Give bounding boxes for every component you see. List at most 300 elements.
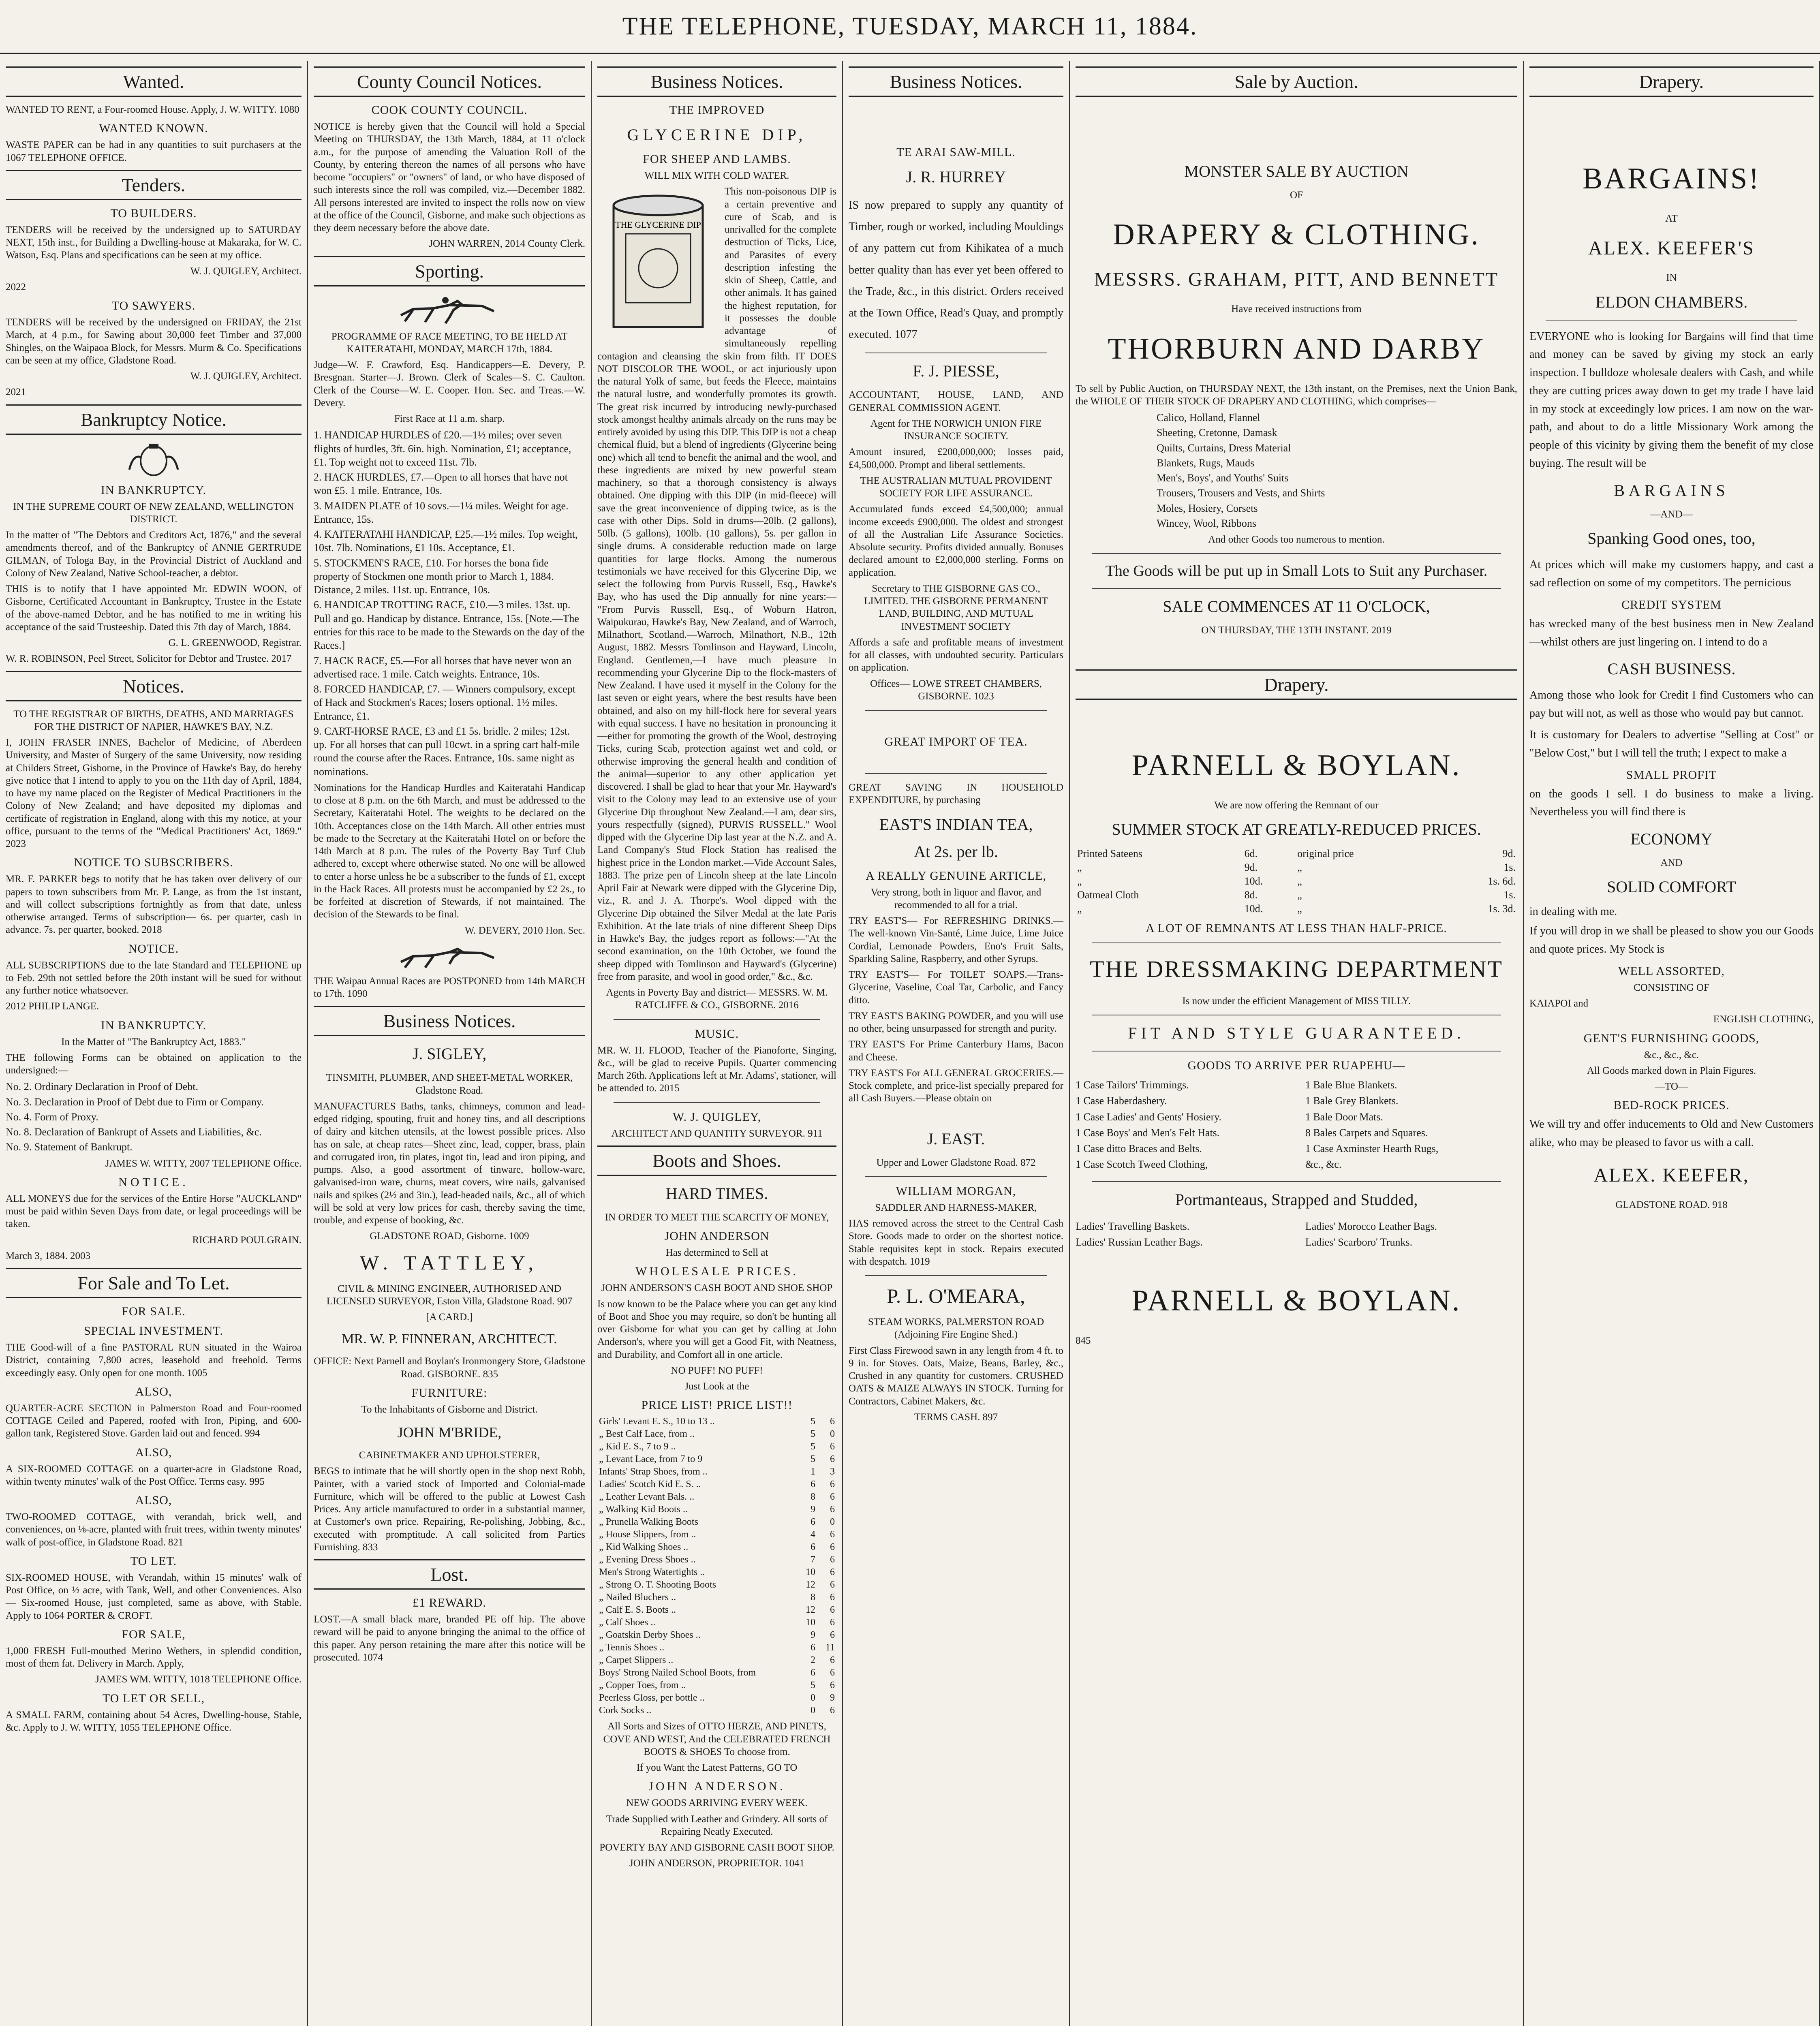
list-item: 8 Bales Carpets and Squares. [1305,1126,1428,1139]
list-item: 1 Case ditto Braces and Belts. [1076,1143,1202,1155]
ad-text: It is customary for Dealers to advertise "Selling at Cost" or "Below Cost," but I will tell the truth; I expect to make a [1529,728,1814,759]
ad-text: AT [1665,213,1678,224]
price-shillings: 6 [811,1542,815,1553]
ad-title: W. J. QUIGLEY, [672,1110,761,1124]
price-row [597,1641,836,1654]
item-name: „ Goatskin Derby Shoes .. [599,1630,701,1641]
ad-text: ALL SUBSCRIPTIONS due to the late Standard and TELEPHONE up to Feb. 29th not settled before the 20th instant will be sued for without any further notice whatsoever. [6,960,302,996]
ad-text: TWO-ROOMED COTTAGE, with verandah, brick well, and conveniences, on ⅛-acre, planted with fruit trees, within twenty minutes' walk of post-office, in Gladstone Road. 821 [6,1511,302,1548]
ad-text: Accumulated funds exceed £4,500,000; annual income exceeds £900,000. The oldest and strongest of all the Australian Life Assurance Societies. Absolute security. Profits divided annually. Bonuses declared amount to £2,000,000 sterling. Forms on application. [849,504,1063,578]
ad-text: In the Matter of "The Bankruptcy Act, 1883." [61,1036,246,1047]
ad-title: TO LET OR SELL, [102,1691,205,1705]
ad-text: TRY EAST'S For ALL GENERAL GROCERIES.—Stock complete, and price-list specially prepared for all Cash Buyers.—Please obtain on [849,1067,1063,1104]
price-shillings: 12 [806,1605,815,1616]
price-pence: 0 [830,1517,835,1528]
ad-text: 1,000 FRESH Full-mouthed Merino Wethers, in splendid condition, most of them fat. Delivery in March. Apply, [6,1645,302,1669]
ad-title: FOR SALE. [122,1305,186,1319]
ad-title: CASH BUSINESS. [1607,660,1736,678]
column-6 [1524,61,1820,2026]
section-header: Tenders. [6,170,302,200]
price-row [597,1566,836,1579]
ad-text: IN THE SUPREME COURT OF NEW ZEALAND, WELLINGTON DISTRICT. [13,501,294,525]
ad-text: MR. W. H. FLOOD, Teacher of the Pianoforte, Singing, &c., will be glad to receive Pupils. Quarter commencing March 26th. Applications left at Mr. Adams', stationer, will be attended to. 2015 [597,1045,836,1094]
ad-text: AND [1660,857,1683,869]
ad-text: TENDERS will be received by the undersigned up to SATURDAY NEXT, 15th inst., for Building a Dwelling-house at Makaraka, for W. C. Watson, Esq. Plans and specifications can be seen at my office. [6,224,302,261]
price-row [597,1428,836,1440]
ad-text: March 3, 1884. 2003 [6,1250,90,1261]
ad-title: GREAT IMPORT OF TEA. [884,735,1028,749]
ad-text: A SMALL FARM, containing about 54 Acres, Dwelling-house, Stable, &c. Apply to J. W. WITTY, 1055 TELEPHONE Office. [6,1709,302,1733]
ad-text: To the Inhabitants of Gisborne and District. [361,1404,538,1415]
price-pence: 3 [830,1466,835,1477]
ad-title: FOR SALE, [122,1627,186,1641]
price-shillings: 10 [806,1567,815,1578]
price-row [1076,861,1517,874]
price-pence: 6 [830,1529,835,1540]
column-5 [1070,61,1524,2026]
item-name: „ Kid E. S., 7 to 9 .. [599,1441,676,1452]
ad-text: Amount insured, £200,000,000; losses paid, £4,500,000. Prompt and liberal settlements. [849,447,1063,470]
ad-title: £1 REWARD. [413,1596,486,1610]
item-name: „ Calf E. S. Boots .. [599,1605,676,1616]
ad-title: W. TATTLEY, [359,1251,539,1274]
ad-text: In the matter of "The Debtors and Creditors Act, 1876," and the several amendments thereof, and of the Bankruptcy of ANNIE GERTRUDE GILMAN, of Tologa Bay, in the Provincial District of Auckland and Colony of New Zealand, Native School-teacher, a debtor. [6,530,302,579]
ad-text: POVERTY BAY AND GISBORNE CASH BOOT SHOP. [599,1842,834,1853]
price-row [597,1478,836,1491]
list-item: Moles, Hosiery, Corsets [1157,502,1258,514]
ad-text: CABINETMAKER AND UPHOLSTERER, [359,1450,540,1461]
ad-text: JOHN ANDERSON'S CASH BOOT AND SHOE SHOP [601,1282,833,1294]
dip-tin-illustration [597,189,719,337]
ad-text: THE following Forms can be obtained on application to the undersigned:— [6,1052,302,1076]
ad-title: PRICE LIST! PRICE LIST!! [641,1398,793,1412]
price-row [597,1503,836,1516]
ad-text: MANUFACTURES Baths, tanks, chimneys, common and lead-edged ridging, spouting, fruit and honey tins, and all descriptions of dairy and kitchen utensils, at the lowest possible prices. Also has on sale, at cheap rates—Sheet zinc, lead, copper, brass, plain and corrugated iron, tin plates, ingot tin, lead and iron piping, and pumps. Also, a good assortment of tinware, hollow-ware, galvanised-iron ware, churns, meat covers, wire nails, galvanised nails and spikes (2½ and 3in.), lead-headed nails, &c., all of which will be sold at very low prices for cash, thereby saving the time, trouble, and expense of booking, &c. [314,1101,585,1226]
list-item: 1 Case Boys' and Men's Felt Hats. [1076,1126,1220,1139]
list-item: Blankets, Rugs, Mauds [1157,457,1255,469]
ad-text: And other Goods too numerous to mention. [1208,534,1385,545]
ad-number: 2021 [6,387,26,398]
price-row [597,1692,836,1704]
label: „ [1297,875,1302,887]
item-name: „ Carpet Slippers .. [599,1655,674,1666]
price-pence: 6 [830,1605,835,1616]
item-name: Printed Sateens [1077,847,1143,859]
original-price: 1s. 6d. [1488,875,1516,887]
price-pence: 6 [830,1479,835,1490]
list-item: 1 Case Ladies' and Gents' Hosiery. [1076,1111,1222,1123]
ad-text: SADDLER AND HARNESS-MAKER, [875,1202,1037,1213]
section-header: Drapery. [1076,669,1517,700]
sale-price: 9d. [1244,861,1258,873]
section-header: Business Notices. [597,66,836,97]
price-row [1076,847,1517,861]
race-item: 4. KAITERATAHI HANDICAP, £25.—1½ miles. Top weight, 10st. 7lb. Nominations, £1 10s. Acceptance, £1. [314,528,578,554]
column-2 [308,61,592,2026]
ad-text: IS now prepared to supply any quantity of Timber, rough or worked, including Mouldings of any pattern cut from Kihikatea of a much better quality than has ever yet been offered to the Trade, &c., in this district. Orders received at the Town Office, Read's Quay, and promptly executed. 1077 [849,199,1063,341]
ad-text: Is now known to be the Palace where you can get any kind of Boot and Shoe you may require, so don't be hunting all over Gisborne for what you can get by calling at John Anderson's, where you will get a Good Fit, with Neatness, and Durability, and Comfort all in one article. [597,1298,836,1360]
price-pence: 6 [830,1630,835,1641]
price-row [597,1704,836,1717]
column-1 [0,61,308,2026]
sale-price: 8d. [1244,889,1258,901]
ad-title: NOTICE TO SUBSCRIBERS. [74,856,233,870]
ad-signature: 2012 PHILIP LANGE. [6,1001,99,1012]
ad-text: CONSISTING OF [1634,982,1709,993]
list-item: Trousers, Trousers and Vests, and Shirts [1157,487,1325,499]
ad-title: FOR SHEEP AND LAMBS. [643,152,791,166]
ad-title: TO THE REGISTRAR OF BIRTHS, DEATHS, AND MARRIAGES FOR THE DISTRICT OF NAPIER, HAWKE'S BAY, N.Z. [13,708,294,732]
sale-price: 10d. [1244,875,1263,887]
item-name: „ Strong O. T. Shooting Boots [599,1579,716,1590]
price-shillings: 4 [811,1529,815,1540]
ad-number: 2022 [6,281,26,293]
ad-title: ALSO, [135,1385,172,1398]
ad-title: THE DRESSMAKING DEPARTMENT [1090,955,1503,982]
ad-text: NO PUFF! NO PUFF! [671,1365,763,1376]
ad-signature: JOHN ANDERSON, PROPRIETOR. 1041 [629,1858,805,1869]
ad-title: ALSO, [135,1445,172,1459]
price-shillings: 5 [811,1680,815,1691]
item-name: „ Tennis Shoes .. [599,1642,665,1653]
list-item: 1 Case Haberdashery. [1076,1095,1167,1107]
section-header: For Sale and To Let. [6,1268,302,1298]
ad-text: Trade Supplied with Leather and Grindery. All sorts of Repairing Neatly Executed. [606,1813,828,1837]
ad-title: IN BANKRUPTCY. [101,483,207,497]
ad-signature: GLADSTONE ROAD. 918 [1615,1199,1728,1210]
price-row [597,1453,836,1466]
ad-title: MONSTER SALE BY AUCTION [1184,162,1409,180]
ad-title: PARNELL & BOYLAN. [1131,748,1461,782]
price-shillings: 6 [811,1667,815,1678]
ad-text: A SIX-ROOMED COTTAGE on a quarter-acre in Gladstone Road, within twenty minutes' walk of the Post Office. Terms easy. 995 [6,1463,302,1487]
item-name: „ Copper Toes, from .. [599,1680,686,1691]
ad-title: ELDON CHAMBERS. [1595,293,1748,311]
ad-text: Is now under the efficient Management of MISS TILLY. [1182,995,1411,1007]
price-row [597,1440,836,1453]
price-pence: 11 [825,1642,835,1653]
ad-text: We are now offering the Remnant of our [1214,799,1379,811]
item-name: „ [1077,861,1082,873]
ad-text: W. R. ROBINSON, Peel Street, Solicitor for Debtor and Trustee. 2017 [6,653,292,665]
list-item: Quilts, Curtains, Dress Material [1157,442,1291,454]
price-pence: 6 [830,1454,835,1465]
ad-text: NEW GOODS ARRIVING EVERY WEEK. [626,1797,808,1809]
ad-signature: RICHARD POULGRAIN. [192,1234,302,1246]
list-item: 1 Case Tailors' Trimmings. [1076,1079,1189,1091]
ad-title: At 2s. per lb. [914,842,998,861]
ad-signature: G. L. GREENWOOD, Registrar. [168,637,302,648]
ad-title: The Goods will be put up in Small Lots to Suit any Purchaser. [1105,562,1488,580]
item-name: Cork Socks .. [599,1705,652,1716]
price-pence: 6 [830,1504,835,1515]
ad-title: COOK COUNTY COUNCIL. [371,103,528,117]
ad-text: At prices which will make my customers happy, and cast a sad reflection on some of my competitors. The pernicious [1529,558,1814,589]
ad-title: FIT AND STYLE GUARANTEED. [1128,1024,1465,1043]
ad-signature: W. J. QUIGLEY, Architect. [190,371,302,382]
ad-text: Agents in Poverty Bay and district— MESSRS. W. M. RATCLIFFE & CO., GISBORNE. 2016 [606,987,828,1011]
list-item: Men's, Boys', and Youths' Suits [1157,472,1289,484]
price-shillings: 9 [811,1504,815,1515]
list-item: Ladies' Scarboro' Trunks. [1305,1236,1413,1248]
ad-title: BARGAINS! [1583,162,1760,195]
ad-text: TINSMITH, PLUMBER, AND SHEET-METAL WORKER, Gladstone Road. [326,1072,573,1096]
ad-title: SALE COMMENCES AT 11 O'CLOCK, [1163,597,1430,616]
list-item: Calico, Holland, Flannel [1157,412,1260,423]
section-header: Wanted. [6,66,302,97]
price-row [1076,874,1517,888]
item-name: „ Evening Dress Shoes .. [599,1554,696,1565]
ad-title: MUSIC. [695,1027,739,1041]
price-row [597,1604,836,1616]
ad-title: ALEX. KEEFER, [1593,1164,1749,1186]
price-pence: 6 [830,1667,835,1678]
price-shillings: 2 [811,1655,815,1666]
sale-price: 10d. [1244,902,1263,915]
ad-text: ACCOUNTANT, HOUSE, LAND, AND GENERAL COMMISSION AGENT. [849,389,1063,413]
list-item: 1 Case Axminster Hearth Rugs, [1305,1143,1439,1155]
price-row [597,1541,836,1554]
race-item: 5. STOCKMEN'S RACE, £10. For horses the bona fide property of Stockmen one month prior to March 1, 1884. Distance, 2 miles. 11st. up. Entrance, 10s. [314,557,554,596]
original-price: 1s. [1503,861,1516,873]
ad-text: First Race at 11 a.m. sharp. [394,413,505,424]
race-item: 1. HANDICAP HURDLES of £20.—1½ miles; over seven flights of hurdles, 3ft. 6in. high. Nomination, £1; acceptance, £1. Top weight not to exceed 11st. 7lb. [314,429,571,468]
ad-title: SOLID COMFORT [1607,878,1736,896]
ad-text: THIS is to notify that I have appointed Mr. EDWIN WOON, of Gisborne, Certificated Accountant in Bankruptcy, Trustee in the Estate of the above-named Debtor, and he has notified to me in writing his acceptance of the said Trusteeship. Dated this 7th day of March, 1884. [6,583,302,633]
price-shillings: 5 [811,1454,815,1465]
price-shillings: 0 [811,1705,815,1716]
ad-title: Spanking Good ones, too, [1587,529,1756,548]
section-header: Sale by Auction. [1076,66,1517,97]
item-name: Boys' Strong Nailed School Boots, from [599,1667,756,1678]
list-item: No. 9. Statement of Bankrupt. [6,1141,133,1153]
label: „ [1297,902,1302,915]
ad-text: OF [1290,190,1303,201]
ad-signature: JOHN WARREN, 2014 County Clerk. [429,238,585,250]
price-shillings: 9 [811,1630,815,1641]
label: „ [1297,889,1302,901]
original-price: 1s. 3d. [1488,902,1516,915]
ad-title: ALEX. KEEFER'S [1588,237,1755,259]
ad-title: WILLIAM MORGAN, [896,1184,1016,1198]
ad-text: SIX-ROOMED HOUSE, with Verandah, within 15 minutes' walk of Post Office, on ½ acre, with Tank, Well, and other Conveniences. Also— Six-roomed House, just completed, same as above, with Stable. Apply to 1064 PORTER & CROFT. [6,1572,302,1621]
item-name: Infants' Strap Shoes, from .. [599,1466,708,1477]
price-pence: 6 [830,1617,835,1628]
race-item: 3. MAIDEN PLATE of 10 sovs.—1¼ miles. Weight for age. Entrance, 15s. [314,500,569,525]
ad-title: THE IMPROVED [669,103,765,117]
race-item: 8. FORCED HANDICAP, £7. — Winners compulsory, except of Hack and Stockmen's Races; losers optional. 1½ miles. Entrance, £1. [314,683,576,722]
price-shillings: 6 [811,1517,815,1528]
label: „ [1297,861,1302,873]
item-name: „ Leather Levant Bals. .. [599,1492,695,1502]
ad-title: MESSRS. GRAHAM, PITT, AND BENNETT [1094,269,1499,291]
ad-title: Portmanteaus, Strapped and Studded, [1175,1190,1418,1209]
ad-text: THE Waipau Annual Races are POSTPONED from 14th MARCH to 17th. 1090 [314,975,585,1000]
ad-text: ON THURSDAY, THE 13TH INSTANT. 2019 [1201,625,1392,636]
ad-text: All Goods marked down in Plain Figures. [1587,1065,1756,1076]
ad-text: TRY EAST'S— For REFRESHING DRINKS.—The well-known Vin-Santé, Lime Juice, Lime Juice Cordial, Lemonade Powders, Eno's Fruit Salts, Sparkling Saline, Raspberry, and other Syrups. [849,915,1063,964]
ad-title: ALSO, [135,1494,172,1507]
ad-signature: GLADSTONE ROAD, Gisborne. 1009 [370,1231,529,1242]
ad-text: TRY EAST'S For Prime Canterbury Hams, Bacon and Cheese. [849,1039,1063,1063]
price-row [597,1679,836,1692]
list-item: Wincey, Wool, Ribbons [1157,517,1257,529]
ad-title: BARGAINS [1614,481,1729,500]
race-item: 6. HANDICAP TROTTING RACE, £10.—3 miles. 13st. up. Pull and go. Handicap by distance. Entrance, 15s. [Note.—The entries for this race to be made to the Stewards on the day of the Races.] [314,599,585,652]
horse-race-icon [389,942,510,970]
list-item: &c., &c. [1305,1158,1342,1171]
ad-text: in dealing with me. [1529,905,1617,918]
race-item: 9. CART-HORSE RACE, £3 and £1 5s. bridle. 2 miles; 12st. up. For all horses that can pull 10cwt. in a spring cart half-mile round the course after the Races. Entrance, 10s. same night as nominations. [314,725,580,778]
ad-text: GREAT SAVING IN HOUSEHOLD EXPENDITURE, by purchasing [849,782,1063,806]
ad-text: QUARTER-ACRE SECTION in Palmerston Road and Four-roomed COTTAGE Ceiled and Papered, roofed with Iron, Piping, and 600-gallon tank, Registered Stove. Garden laid out and fenced. 994 [6,1402,302,1439]
price-shillings: 10 [806,1617,815,1628]
section-header: Drapery. [1529,66,1814,97]
ad-text: WANTED TO RENT, a Four-roomed House. Apply, J. W. WITTY. 1080 [6,104,299,115]
ad-title: SMALL PROFIT [1626,768,1717,782]
ad-text: TENDERS will be received by the undersigned on FRIDAY, the 21st March, at 4 p.m., for Sawing about 30,000 feet Timber and 37,000 Shingles, on the Waipaoa Block, for Messrs. Murm & Co. Specifications can be seen at my office, Gladstone Road. [6,317,302,366]
ad-text: Have received instructions from [1231,303,1362,315]
price-row [597,1516,836,1528]
ad-title: SUMMER STOCK AT GREATLY-REDUCED PRICES. [1112,820,1481,838]
price-pence: 6 [830,1567,835,1578]
ad-text: TRY EAST'S— For TOILET SOAPS.—Trans-Glycerine, Vaseline, Coal Tar, Carbolic, and Fancy ditto. [849,969,1063,1006]
ad-title: CREDIT SYSTEM [1621,598,1722,611]
price-shillings: 6 [811,1479,815,1490]
price-pence: 6 [830,1705,835,1716]
ad-title: GOODS TO ARRIVE PER RUAPEHU— [1187,1059,1405,1073]
sale-price: 6d. [1244,847,1258,859]
ad-text: Nominations for the Handicap Hurdles and Kaiteratahi Handicap to close at 8 p.m. on the 6th March, and must be addressed to the Secretary, Kaiteratahi Hotel. The weights to be declared on the 10th. Acceptances close on the 14th March. All other entries must be made to the Secretary at the Kaiteratahi Hotel on or before the 14th March at 8 p.m. The rules of the Poverty Bay Turf Club adhered to, except where otherwise stated. No one will be allowed to enter a horse unless he be a subscriber to the funds of £1, except in the Hack Races. All protests must be accompanied by £2 2s., to be forfeited at discretion of Stewards, if not maintained. The decision of the Stewards to be final. [314,782,585,920]
price-row [597,1528,836,1541]
race-item: 7. HACK RACE, £5.—For all horses that have never won an advertised race. 1 mile. Catch weights. Entrance, 10s. [314,654,572,680]
ad-text: Secretary to THE GISBORNE GAS CO., LIMITED. THE GISBORNE PERMANENT LAND, BUILDING, AND MUTUAL INVESTMENT SOCIETY [864,583,1048,632]
column-4 [843,61,1070,2026]
ad-text: If you will drop in we shall be pleased to show you our Goods and quote prices. My Stock is [1529,925,1814,955]
column-3 [592,61,843,2026]
price-pence: 6 [830,1554,835,1565]
item-name: „ Walking Kid Boots .. [599,1504,688,1515]
masthead: THE TELEPHONE, TUESDAY, MARCH 11, 1884. [0,0,1820,54]
ad-text: Among those who look for Credit I find Customers who can pay but will not, as well as those who would pay but cannot. [1529,689,1814,720]
ad-title: TO BUILDERS. [110,206,197,220]
price-shillings: 1 [811,1466,815,1477]
price-pence: 6 [830,1680,835,1691]
ad-text: IN ORDER TO MEET THE SCARCITY OF MONEY, [605,1212,829,1223]
price-shillings: 0 [811,1693,815,1703]
ad-signature: W. J. QUIGLEY, Architect. [190,265,302,277]
item-name: „ Levant Lace, from 7 to 9 [599,1454,703,1465]
list-item: Ladies' Morocco Leather Bags. [1305,1220,1437,1232]
list-item: 1 Bale Blue Blankets. [1305,1079,1397,1091]
price-row [597,1491,836,1503]
ad-title: EAST'S INDIAN TEA, [879,815,1033,833]
list-item: Sheeting, Cretonne, Damask [1157,427,1277,439]
ad-title: DRAPERY & CLOTHING. [1113,218,1480,252]
ad-signature: W. DEVERY, 2010 Hon. Sec. [464,925,585,936]
ad-text: —TO— [1655,1081,1688,1092]
ad-text: IN [1666,272,1677,284]
item-name: „ Kid Walking Shoes .. [599,1542,689,1553]
ad-text: MR. F. PARKER begs to notify that he has taken over delivery of our papers to town subscribers from Mr. P. Lange, as from the 1st instant, and will collect subscriptions fortnightly as from that date, unless otherwise arranged. Terms of subscription— 6s. per quarter, cash in advance. 7s. per quarter, booked. 2018 [6,874,302,936]
ad-title: HARD TIMES. [665,1184,768,1203]
section-header: Business Notices. [314,1006,585,1036]
ad-text: Just Look at the [684,1381,749,1392]
price-row [597,1616,836,1629]
price-pence: 6 [830,1655,835,1666]
ad-text: Offices— LOWE STREET CHAMBERS, GISBORNE. 1023 [870,678,1042,702]
ad-text: —AND— [1650,509,1693,520]
price-row [597,1554,836,1566]
price-row [597,1591,836,1604]
tin-label: THE GLYCERINE DIP [615,220,701,230]
section-header: Sporting. [314,256,585,286]
ad-title: P. L. O'MEARA, [887,1284,1025,1308]
item-name: „ [1077,902,1082,915]
ad-title: GLYCERINE DIP, [627,126,807,144]
ad-text: Has determined to Sell at [665,1247,768,1258]
price-shillings: 6 [811,1642,815,1653]
price-row [1076,888,1517,902]
ad-title: GENT'S FURNISHING GOODS, [1583,1031,1760,1045]
price-list-table [597,1415,836,1717]
ad-title: SPECIAL INVESTMENT. [84,1324,223,1338]
ad-title: WELL ASSORTED, [1618,964,1725,978]
price-row [597,1629,836,1641]
ad-title: PROGRAMME OF RACE MEETING, TO BE HELD AT KAITERATAHI, MONDAY, MARCH 17th, 1884. [331,331,568,355]
ad-title: J. EAST. [927,1129,985,1148]
ad-text: WASTE PAPER can be had in any quantities to suit purchasers at the 1067 TELEPHONE OFFICE. [6,139,302,163]
ad-text: LOST.—A small black mare, branded PE off hip. The above reward will be paid to anyone bringing the animal to the office of this paper. Any person retaining the mare after this notice will be prosecuted. 1074 [314,1614,585,1663]
price-row [597,1654,836,1667]
item-name: „ Best Calf Lace, from .. [599,1429,695,1440]
ad-title: F. J. PIESSE, [913,362,999,380]
ad-title: IN BANKRUPTCY. [101,1018,207,1032]
ad-text: STEAM WORKS, PALMERSTON ROAD (Adjoining Fire Engine Shed.) [868,1316,1044,1340]
ad-title: WANTED KNOWN. [99,122,208,135]
item-name: Oatmeal Cloth [1077,889,1139,901]
ad-title: ECONOMY [1630,830,1713,848]
price-pence: 6 [830,1579,835,1590]
ad-text: HAS removed across the street to the Central Cash Store. Goods made to order on the shortest notice. Stable requisites kept in stock. Repairs executed with despatch. 1019 [849,1218,1063,1267]
item-name: Girls' Levant E. S., 10 to 13 .. [599,1416,715,1427]
item-name: Peerless Gloss, per bottle .. [599,1693,705,1703]
ad-text: Affords a safe and profitable means of investment for all classes, with undoubted security. Particulars on application. [849,637,1063,673]
ad-title: JOHN ANDERSON [664,1229,770,1243]
ad-text: ALL MONEYS due for the services of the Entire Horse "AUCKLAND" must be paid within Seven Days from date, or legal proceedings will be taken. [6,1193,302,1230]
section-header: Boots and Shoes. [597,1146,836,1176]
price-pence: 6 [830,1592,835,1603]
item-name: „ Calf Shoes .. [599,1617,656,1628]
price-pence: 0 [830,1429,835,1440]
list-item: 1 Case Scotch Tweed Clothing, [1076,1158,1208,1171]
royal-arms-icon [121,441,186,478]
ad-text: First Class Firewood sawn in any length from 4 ft. to 9 in. for Stoves. Oats, Maize, Beans, Barley, &c., Crushed in any quantity for customers. CRUSHED OATS & MAIZE ALWAYS IN STOCK. Turning for Contractors, Cabinet Makers, &c. [849,1345,1063,1407]
price-shillings: 5 [811,1429,815,1440]
ad-title: FURNITURE: [411,1386,488,1400]
ad-title: JOHN ANDERSON. [648,1780,785,1793]
race-item: 2. HACK HURDLES, £7.—Open to all horses that have not won £5. 1 mile. Entrance, 10s. [314,471,568,497]
list-item: 1 Bale Grey Blankets. [1305,1095,1399,1107]
ad-text: KAIAPOI and [1529,998,1589,1009]
ad-text: Upper and Lower Gladstone Road. 872 [876,1157,1036,1168]
ad-title: THORBURN AND DARBY [1108,332,1485,365]
ad-text: ENGLISH CLOTHING, [1713,1014,1814,1025]
ad-text: has wrecked many of the best business men in New Zealand—whilst others are just lingering on. I intend to do a [1529,617,1814,648]
original-price: 1s. [1503,889,1516,901]
ad-text: &c., &c., &c. [1644,1049,1699,1060]
list-item: No. 2. Ordinary Declaration in Proof of Debt. [6,1081,199,1093]
